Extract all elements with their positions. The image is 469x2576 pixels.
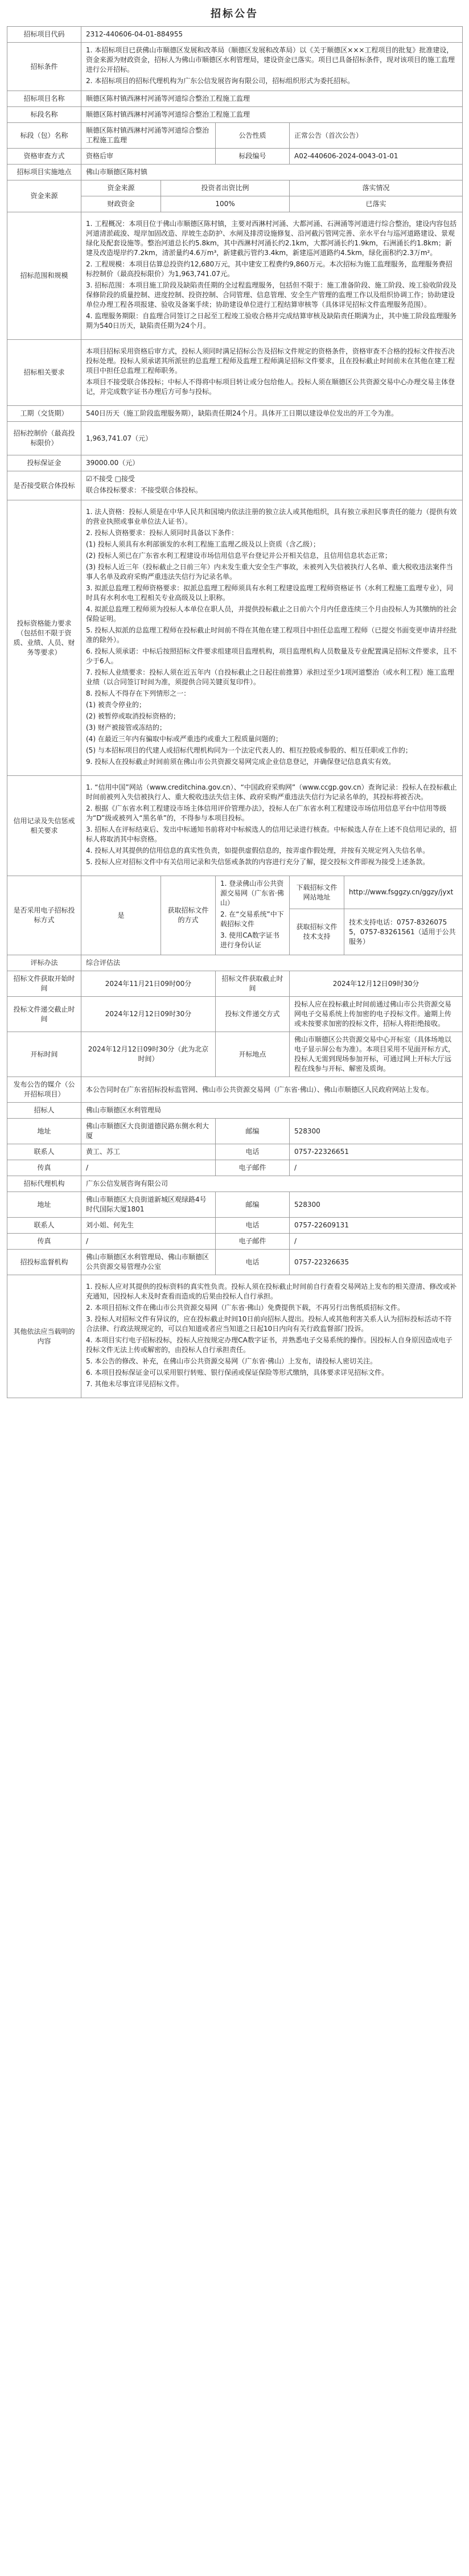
supervisor-tel-label: 电话 [216, 1250, 290, 1275]
agency-address-label: 地址 [7, 1192, 81, 1218]
doc-acquire-step: 3. 使用CA数字证书进行身份认证 [220, 931, 279, 949]
row-location [7, 165, 463, 180]
bidder-requirement-item: (2) 被暂停或取消投标资格的； [86, 712, 180, 720]
funds-source-value: 财政资金 [81, 196, 161, 212]
bid-bond-value: 39000.00（元） [81, 455, 463, 471]
evaluation-method-value: 综合评估法 [81, 955, 463, 971]
agency-fax-value: / [81, 1234, 216, 1250]
announce-media-label: 发布公告的媒介（公开招标项目） [7, 1077, 81, 1103]
announcement-type-value: 正常公告（首次公告） [290, 123, 463, 149]
supervisor-tel-value: 0757-22326635 [290, 1250, 463, 1275]
doc-start-label: 招标文件获取开始时间 [7, 971, 81, 997]
credit-para: 3. 招标人在评标结束后、发出中标通知书前将对中标候选人的信用记录进行核查。中标候选人存在上述不良信用记录的，招标人将取消其中标资格。 [86, 825, 457, 843]
credit-value [81, 776, 463, 876]
agency-zip-label: 邮编 [216, 1192, 290, 1218]
doc-acquire-step: 1. 登录佛山市公共资源交易网（广东省·佛山） [220, 880, 284, 907]
doc-acquire-label: 获取招标文件的方式 [161, 876, 216, 955]
bidder-requirement-item: 9. 投标人在投标截止时间前须在佛山市公共资源交易网完成企业信息登记，并确保登记信息真实有效。 [86, 758, 396, 766]
row-supervisor [7, 1250, 463, 1275]
joint-bid-requirement: 联合体投标要求：不接受联合体投标。 [86, 486, 203, 494]
conditions-para: 1. 本招标项目已获佛山市顺德区发展和改革局（顺德区发展和改革局）以《关于顺德区×××工程项目的批复》批准建设，资金来源为财政资金，招标人为佛山市顺德区水利管理局，建设资金已落实。项目已具备招标条件，现对该项目的施工监理进行公开招标。 [86, 46, 455, 73]
bidder-requirement-item: (3) 财产被接管或冻结的； [86, 724, 166, 732]
conditions-label: 招标条件 [7, 43, 81, 91]
related-requirements-para: 本项目不接受联合体投标；中标人不得将中标项目转让或分包给他人。投标人须在顺德区公共资源交易中心办理交易主体登记，并完成数字证书办理后方可参与投标。 [86, 378, 455, 396]
section-code-label: 标段编号 [216, 149, 290, 165]
tenderer-tel-label: 电话 [216, 1144, 290, 1160]
row-tenderer-fax [7, 1160, 463, 1176]
project-name-value: 顺德区陈村镇西淋村河涌等河道综合整治工程施工监理 [81, 91, 463, 107]
other-para: 3. 投标人对招标文件有异议的，应在投标截止时间10日前向招标人提出。投标人或其他利害关系人认为招标投标活动不符合法律、行政法规规定的，可以自知道或者应当知道之日起10日内向有关行政监督部门投诉。 [86, 1315, 452, 1333]
funds-ratio-label: 投资者出资比例 [161, 180, 290, 196]
bidder-requirement-item: 7. 投标人业绩要求：投标人须在近五年内（自投标截止之日起往前推算）承担过至少1项河道整治（或水利工程）施工监理业绩（以合同签订时间为准，须提供合同关键页复印件）。 [86, 668, 454, 686]
project-code-label: 招标项目代码 [7, 27, 81, 43]
row-schedule [7, 406, 463, 422]
other-label: 其他依法应当载明的内容 [7, 1275, 81, 1398]
funds-ratio-value: 100% [161, 196, 290, 212]
scope-value [81, 212, 463, 340]
announcement-type-label: 公告性质 [216, 123, 290, 149]
joint-bid-choice: ☑不接受 □接受 [86, 475, 135, 483]
section-package-label: 标段（包）名称 [7, 123, 81, 149]
e-bidding-label: 是否采用电子招标投标方式 [7, 876, 81, 955]
bidder-requirement-item: (5) 与本招标项目的代建人或招标代理机构同为一个法定代表人的、相互控股或参股的、相互任职或工作的； [86, 746, 412, 754]
tech-support-value: 技术支持电话：0757-83260755，0757-83261561（适用于公共服务） [344, 909, 463, 955]
bid-submit-method-label: 投标文件递交方式 [216, 997, 290, 1032]
bidder-requirement-item: 4. 拟派总监理工程师须为投标人本单位在职人员，并提供投标截止之日前六个月内任意连续三个月由投标人为其缴纳的社会保险证明。 [86, 605, 457, 623]
e-bidding-value: 是 [81, 876, 161, 955]
control-price-label: 招标控制价（最高投标限价） [7, 422, 81, 455]
row-bid-deadline [7, 997, 463, 1032]
tenderer-contact-value: 黄工、苏工 [81, 1144, 216, 1160]
row-tenderer [7, 1103, 463, 1119]
bidder-requirement-item: (1) 投标人须具有水利部颁发的水利工程施工监理乙级及以上资质（含乙级）； [86, 540, 320, 548]
related-requirements-value [81, 340, 463, 406]
row-section-name [7, 107, 463, 123]
tenderer-email-label: 电子邮件 [216, 1160, 290, 1176]
bid-bond-label: 投标保证金 [7, 455, 81, 471]
bid-deadline-value: 2024年12月12日09时30分 [81, 997, 216, 1032]
row-joint-bid [7, 471, 463, 500]
scope-para: 2. 工程规模：本项目估算总投资约12,680万元，其中建安工程费约9,860万元。本次招标为施工监理服务，监理服务费招标控制价（最高投标限价）为1,963,741.07元。 [86, 260, 452, 278]
tenderer-email-value: / [290, 1160, 463, 1176]
agency-fax-label: 传真 [7, 1234, 81, 1250]
scope-para: 1. 工程概况：本项目位于佛山市顺德区陈村镇，主要对西淋村河涌、大都河涌、石洲涌等河道进行综合整治，建设内容包括河道清淤疏浚、堤岸加固改造、岸坡生态防护、水闸及排涝设施修复、沿河截污管网完善、亲水平台与巡河道路建设、景观绿化及配套设施等。整治河道总长约5.8km，其中西淋村河涌长约2.1km，大都河涌长约1.9km，石洲涌长约1.8km；新建及改造堤岸约7.2km，清淤量约4.6万m³，新建截污管约3.4km，新建巡河道路约4.5km，绿化面积约2.3万m²。 [86, 220, 457, 257]
bid-open-place-value: 佛山市顺德区公共资源交易中心开标室（具体场地以电子显示屏公布为准）。本项目采用不见面开标方式，投标人无需到现场参加开标，可通过网上开标大厅远程在线参与开标、解密及质询。 [290, 1032, 463, 1077]
doc-end-value: 2024年12月12日09时30分 [290, 971, 463, 997]
bidder-requirement-item: 3. 拟派总监理工程师资格要求：拟派总监理工程师须具有水利工程建设监理工程师资格证书（水利工程施工监理专业），同时具有水利水电工程相关专业高级及以上职称。 [86, 584, 454, 602]
agency-address-value: 佛山市顺德区大良街道新城区观绿路4号时代国际大厦1801 [81, 1192, 216, 1218]
other-para: 6. 本项目投标保证金可以采用银行转账、银行保函或保证保险等形式缴纳，具体要求详见招标文件。 [86, 1369, 389, 1377]
tenderer-zip-label: 邮编 [216, 1119, 290, 1144]
bidder-requirement-item: 5. 投标人拟派的总监理工程师在投标截止时间前不得在其他在建工程项目中担任总监理工程师（已提交书面变更申请并经批准的除外）。 [86, 626, 457, 644]
row-agency [7, 1176, 463, 1192]
bid-open-label: 开标时间 [7, 1032, 81, 1077]
bidder-requirements-value [81, 500, 463, 776]
bid-submit-method-value: 投标人应在投标截止时间前通过佛山市公共资源交易网电子交易系统上传加密的电子投标文件。逾期上传或未按要求加密的投标文件，招标人将拒绝接收。 [290, 997, 463, 1032]
tenderer-contact-label: 联系人 [7, 1144, 81, 1160]
bidder-requirement-item: 8. 投标人不得存在下列情形之一： [86, 689, 191, 697]
section-code-value: A02-440606-2024-0043-01-01 [290, 149, 463, 165]
bidder-requirements-label: 投标资格能力要求（包括但不限于资质、业绩、人员、财务等要求） [7, 500, 81, 776]
supervisor-label: 招投标监督机构 [7, 1250, 81, 1275]
row-control-price [7, 422, 463, 455]
row-agency-fax [7, 1234, 463, 1250]
bid-open-value: 2024年12月12日09时30分（此为北京时间） [81, 1032, 216, 1077]
row-agency-address [7, 1192, 463, 1218]
section-package-value: 顺德区陈村镇西淋村河涌等河道综合整治工程施工监理 [81, 123, 216, 149]
schedule-label: 工期（交货期） [7, 406, 81, 422]
tenderer-fax-label: 传真 [7, 1160, 81, 1176]
evaluation-method-label: 评标办法 [7, 955, 81, 971]
page-title: 招标公告 [211, 8, 258, 20]
joint-bid-label: 是否接受联合体投标 [7, 471, 81, 500]
funds-status-label: 落实情况 [290, 180, 463, 196]
announcement-table [7, 26, 463, 1398]
row-other [7, 1275, 463, 1398]
funds-label: 资金来源 [7, 180, 81, 212]
row-doc-times [7, 971, 463, 997]
other-para: 4. 本项目实行电子招标投标，投标人应按规定办理CA数字证书，并熟悉电子交易系统的操作。因投标人自身原因造成电子投标文件无法上传或解密的，由投标人自行承担责任。 [86, 1336, 452, 1354]
row-project-name [7, 91, 463, 107]
row-bid-open [7, 1032, 463, 1077]
funds-status-value: 已落实 [290, 196, 463, 212]
row-qualification-code [7, 149, 463, 165]
agency-email-label: 电子邮件 [216, 1234, 290, 1250]
row-tenderer-address [7, 1119, 463, 1144]
tenderer-zip-value: 528300 [290, 1119, 463, 1144]
row-evaluation-method [7, 955, 463, 971]
conditions-value [81, 43, 463, 91]
bidder-requirement-item: (4) 在最近三年内有骗取中标或严重违约或重大工程质量问题的； [86, 735, 282, 743]
row-agency-contact [7, 1218, 463, 1234]
download-site-label: 下载招标文件网站地址 [290, 876, 344, 909]
credit-para: 2. 根据《广东省水利工程建设市场主体信用评价管理办法》，投标人在广东省水利工程建设市场信用信息平台中信用等级为“D”级或被列入“黑名单”的，不得参与本项目投标。 [86, 804, 447, 822]
row-announce-media [7, 1077, 463, 1103]
bidder-requirement-item: (2) 投标人须已在广东省水利工程建设市场信用信息平台登记并公开相关信息，且信用信息状态正常； [86, 552, 392, 560]
doc-acquire-value [216, 876, 290, 955]
bidder-requirement-item: 2. 投标人资格要求：投标人须同时具备以下条件： [86, 529, 238, 537]
scope-para: 3. 招标范围：本项目施工阶段及缺陷责任期的全过程监理服务，包括但不限于：施工准备阶段、施工阶段、竣工验收阶段及保修阶段的质量控制、进度控制、投资控制、合同管理、信息管理、安全生产管理的监理工作以及组织协调工作；协助建设单位办理工程各项报建、验收及备案手续；协助建设单位进行工程结算审核等（具体详见招标文件监理服务范围）。 [86, 281, 457, 309]
control-price-value: 1,963,741.07（元） [81, 422, 463, 455]
row-bid-bond [7, 455, 463, 471]
other-para: 7. 其他未尽事宜详见招标文件。 [86, 1380, 184, 1388]
funds-source-label: 资金来源 [81, 180, 161, 196]
agency-zip-value: 528300 [290, 1192, 463, 1218]
agency-label: 招标代理机构 [7, 1176, 81, 1192]
section-name-label: 标段名称 [7, 107, 81, 123]
row-e-bidding-1 [7, 876, 463, 909]
bid-open-place-label: 开标地点 [216, 1032, 290, 1077]
tenderer-value: 佛山市顺德区水利管理局 [81, 1103, 463, 1119]
tenderer-label: 招标人 [7, 1103, 81, 1119]
agency-tel-label: 电话 [216, 1218, 290, 1234]
schedule-value: 540日历天（施工阶段监理服务期），缺陷责任期24个月。具体开工日期以建设单位发出的开工令为准。 [81, 406, 463, 422]
qualification-method-value: 资格后审 [81, 149, 216, 165]
tech-support-label: 获取招标文件技术支持 [290, 909, 344, 955]
other-para: 5. 本公告的修改、补充，在佛山市公共资源交易网（广东省·佛山）上发布，请投标人密切关注。 [86, 1357, 377, 1365]
supervisor-value: 佛山市顺德区水利管理局、佛山市顺德区公共资源交易管理办公室 [81, 1250, 216, 1275]
row-scope [7, 212, 463, 340]
credit-para: 4. 投标人对其提供的信用信息的真实性负责，如提供虚假信息的，按弄虚作假处理，并按有关规定列入失信名单。 [86, 847, 430, 854]
agency-email-value: / [290, 1234, 463, 1250]
project-name-label: 招标项目名称 [7, 91, 81, 107]
row-credit [7, 776, 463, 876]
other-value [81, 1275, 463, 1398]
row-conditions [7, 43, 463, 91]
qualification-method-label: 资格审查方式 [7, 149, 81, 165]
doc-end-label: 招标文件获取截止时间 [216, 971, 290, 997]
bid-deadline-label: 投标文件递交截止时间 [7, 997, 81, 1032]
bidder-requirement-item: 1. 法人资格：投标人须是在中华人民共和国境内依法注册的独立法人或其他组织，具有独立承担民事责任的能力（提供有效的营业执照或事业单位法人证书）。 [86, 508, 457, 525]
row-section-package [7, 123, 463, 149]
conditions-para: 2. 本招标项目的招标代理机构为广东公信发展咨询有限公司，招标组织形式为委托招标。 [86, 77, 355, 85]
scope-para: 4. 监理服务期限：自监理合同签订之日起至工程竣工验收合格并完成结算审核及缺陷责任期满为止，其中施工阶段监理服务期为540日历天，缺陷责任期为24个月。 [86, 312, 457, 330]
bidder-requirement-item: (1) 被责令停业的； [86, 701, 146, 709]
download-site-link[interactable]: http://www.fsggzy.cn/ggzy/jyxt [344, 876, 463, 909]
row-tenderer-contact [7, 1144, 463, 1160]
location-value: 佛山市顺德区陈村镇 [81, 165, 463, 180]
tenderer-tel-value: 0757-22326651 [290, 1144, 463, 1160]
credit-label: 信用记录及失信惩戒相关要求 [7, 776, 81, 876]
doc-acquire-step: 2. 在“交易系统”中下载招标文件 [220, 910, 284, 928]
tenderer-fax-value: / [81, 1160, 216, 1176]
related-requirements-para: 本项目招标采用资格后审方式，投标人须同时满足招标公告及招标文件规定的资格条件，资格审查不合格的投标文件按否决投标处理。投标人须承诺其所派驻的总监理工程师及监理工程师满足招标文件要求，且在投标截止时间前未在其他在建工程项目中担任总监理工程师职务。 [86, 347, 455, 375]
bidder-requirement-item: 6. 投标人须承诺：中标后按照招标文件要求组建项目监理机构，项目监理机构人员数量及专业配置满足招标文件要求，且不少于6人。 [86, 647, 457, 665]
announce-media-value: 本公告同时在广东省招标投标监管网、佛山市公共资源交易网（广东省·佛山）、佛山市顺德区人民政府网站上发布。 [81, 1077, 463, 1103]
tenderer-address-value: 佛山市顺德区大良街道德民路东侧水利大厦 [81, 1119, 216, 1144]
credit-para: 1. “信用中国”网站（www.creditchina.gov.cn）、“中国政府采购网”（www.ccgp.gov.cn）查询记录：投标人在投标截止时间前被列入失信被执行人、重大税收违法失信主体、政府采购严重违法失信行为记录名单的，其投标将被否决。 [86, 783, 457, 801]
bidder-requirement-item: (3) 投标人近三年（投标截止之日前三年）内未发生重大安全生产事故，未被列入失信被执行人名单、重大税收违法案件当事人名单及政府采购严重违法失信行为记录名单。 [86, 563, 453, 581]
row-related-requirements [7, 340, 463, 406]
agency-value: 广东公信发展咨询有限公司 [81, 1176, 463, 1192]
row-project-code [7, 27, 463, 43]
section-name-value: 顺德区陈村镇西淋村河涌等河道综合整治工程施工监理 [81, 107, 463, 123]
row-funds-header [7, 180, 463, 196]
doc-start-value: 2024年11月21日09时00分 [81, 971, 216, 997]
credit-para: 5. 投标人应对招标文件中有关信用记录和失信惩戒条款的内容进行充分了解，提交投标文件即视为接受上述条款。 [86, 858, 430, 866]
tenderer-address-label: 地址 [7, 1119, 81, 1144]
agency-contact-value: 刘小姐、何先生 [81, 1218, 216, 1234]
joint-bid-value [81, 471, 463, 500]
other-para: 2. 本项目招标文件在佛山市公共资源交易网（广东省·佛山）免费提供下载，不再另行出售纸质招标文件。 [86, 1304, 405, 1312]
project-code-value: 2312-440606-04-01-884955 [81, 27, 463, 43]
agency-contact-label: 联系人 [7, 1218, 81, 1234]
row-bidder-requirements [7, 500, 463, 776]
agency-tel-value: 0757-22609131 [290, 1218, 463, 1234]
scope-label: 招标范围和规模 [7, 212, 81, 340]
other-para: 1. 投标人应对其提供的投标资料的真实性负责。投标人须在投标截止时间前自行查看交易网站上发布的相关澄清、修改或补充通知，因投标人未及时查看而造成的后果由投标人自行承担。 [86, 1283, 457, 1300]
related-requirements-label: 招标相关要求 [7, 340, 81, 406]
location-label: 招标项目实施地点 [7, 165, 81, 180]
